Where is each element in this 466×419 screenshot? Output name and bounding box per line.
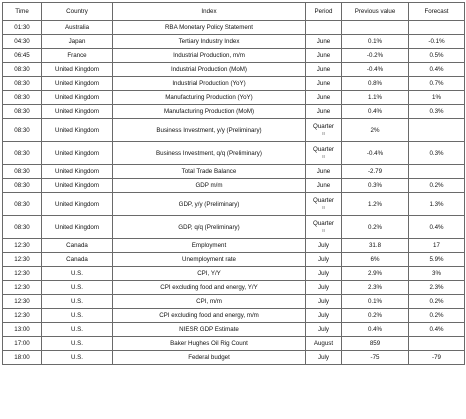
cell-index: GDP, y/y (Preliminary)	[113, 193, 306, 216]
table-row	[3, 239, 465, 253]
cell-country: United Kingdom	[42, 179, 113, 193]
cell-period	[306, 119, 342, 142]
cell-country: U.S.	[42, 281, 113, 295]
cell-period: July	[306, 309, 342, 323]
cell-period: June	[306, 49, 342, 63]
cell-country: United Kingdom	[42, 77, 113, 91]
cell-forecast: 0.3%	[409, 142, 465, 165]
cell-index: CPI excluding food and energy, Y/Y	[113, 281, 306, 295]
cell-country: United Kingdom	[42, 91, 113, 105]
cell-previous-value: 0.2%	[342, 216, 409, 239]
cell-forecast	[409, 119, 465, 142]
cell-previous-value: 0.4%	[342, 323, 409, 337]
table-row	[3, 142, 465, 165]
cell-index: RBA Monetary Policy Statement	[113, 21, 306, 35]
table-row	[3, 323, 465, 337]
cell-time: 12:30	[3, 281, 42, 295]
cell-country: Japan	[42, 35, 113, 49]
cell-country: United Kingdom	[42, 193, 113, 216]
cell-time: 08:30	[3, 165, 42, 179]
cell-time: 08:30	[3, 119, 42, 142]
table-header-row	[3, 3, 465, 21]
table-row	[3, 309, 465, 323]
table-row	[3, 295, 465, 309]
cell-index: Employment	[113, 239, 306, 253]
cell-index: NIESR GDP Estimate	[113, 323, 306, 337]
cell-time: 17:00	[3, 337, 42, 351]
cell-country: U.S.	[42, 337, 113, 351]
cell-period	[306, 21, 342, 35]
table-row	[3, 63, 465, 77]
cell-country: U.S.	[42, 351, 113, 365]
cell-forecast	[409, 165, 465, 179]
cell-country: U.S.	[42, 295, 113, 309]
cell-period	[306, 193, 342, 216]
cell-period: June	[306, 105, 342, 119]
period-quarter-number: II	[322, 228, 325, 233]
cell-previous-value: -0.4%	[342, 142, 409, 165]
cell-time: 01:30	[3, 21, 42, 35]
table-row	[3, 77, 465, 91]
cell-previous-value: 0.2%	[342, 309, 409, 323]
cell-forecast: -79	[409, 351, 465, 365]
cell-country: France	[42, 49, 113, 63]
table-row	[3, 281, 465, 295]
cell-previous-value: 0.3%	[342, 179, 409, 193]
cell-country: Canada	[42, 253, 113, 267]
cell-time: 06:45	[3, 49, 42, 63]
cell-period: July	[306, 281, 342, 295]
cell-index: Unemployment rate	[113, 253, 306, 267]
cell-period: June	[306, 165, 342, 179]
cell-index: GDP m/m	[113, 179, 306, 193]
table-row	[3, 35, 465, 49]
cell-period: July	[306, 295, 342, 309]
cell-previous-value: -0.4%	[342, 63, 409, 77]
cell-index: CPI, m/m	[113, 295, 306, 309]
cell-time: 08:30	[3, 77, 42, 91]
cell-index: Manufacturing Production (YoY)	[113, 91, 306, 105]
cell-forecast: 0.2%	[409, 295, 465, 309]
cell-index: Baker Hughes Oil Rig Count	[113, 337, 306, 351]
cell-time: 08:30	[3, 63, 42, 77]
table-row	[3, 105, 465, 119]
cell-country: United Kingdom	[42, 165, 113, 179]
cell-time: 12:30	[3, 239, 42, 253]
period-label: Quarter	[313, 146, 334, 153]
period-quarter-number: II	[322, 154, 325, 159]
period-quarter-number: II	[322, 131, 325, 136]
cell-index: Industrial Production (MoM)	[113, 63, 306, 77]
cell-previous-value: 0.4%	[342, 105, 409, 119]
cell-time: 12:30	[3, 267, 42, 281]
cell-time: 08:30	[3, 179, 42, 193]
table-row	[3, 49, 465, 63]
cell-previous-value: 31.8	[342, 239, 409, 253]
cell-period: June	[306, 63, 342, 77]
cell-forecast: 2.3%	[409, 281, 465, 295]
table-row	[3, 267, 465, 281]
table-row	[3, 193, 465, 216]
cell-forecast: 3%	[409, 267, 465, 281]
period-label: Quarter	[313, 220, 334, 227]
period-label: Quarter	[313, 197, 334, 204]
cell-country: United Kingdom	[42, 216, 113, 239]
cell-previous-value: -0.2%	[342, 49, 409, 63]
cell-period	[306, 216, 342, 239]
cell-time: 12:30	[3, 309, 42, 323]
cell-period: June	[306, 179, 342, 193]
header-time: Time	[3, 3, 42, 21]
header-country: Country	[42, 3, 113, 21]
table-row	[3, 351, 465, 365]
cell-previous-value: 0.1%	[342, 35, 409, 49]
table-row	[3, 21, 465, 35]
header-period: Period	[306, 3, 342, 21]
cell-period: August	[306, 337, 342, 351]
cell-time: 12:30	[3, 253, 42, 267]
cell-period: July	[306, 267, 342, 281]
cell-time: 04:30	[3, 35, 42, 49]
cell-index: Business Investment, q/q (Preliminary)	[113, 142, 306, 165]
cell-previous-value	[342, 21, 409, 35]
cell-previous-value: -75	[342, 351, 409, 365]
cell-previous-value: 6%	[342, 253, 409, 267]
table-row	[3, 179, 465, 193]
cell-previous-value: 0.8%	[342, 77, 409, 91]
cell-previous-value: 859	[342, 337, 409, 351]
header-previous-value: Previous value	[342, 3, 409, 21]
cell-period: July	[306, 253, 342, 267]
header-forecast: Forecast	[409, 3, 465, 21]
cell-index: CPI excluding food and energy, m/m	[113, 309, 306, 323]
table-row	[3, 337, 465, 351]
table-row	[3, 253, 465, 267]
cell-index: Total Trade Balance	[113, 165, 306, 179]
cell-time: 08:30	[3, 91, 42, 105]
cell-country: United Kingdom	[42, 105, 113, 119]
cell-country: U.S.	[42, 309, 113, 323]
cell-forecast: 0.7%	[409, 77, 465, 91]
cell-previous-value: -2.79	[342, 165, 409, 179]
table-row	[3, 91, 465, 105]
cell-period: June	[306, 91, 342, 105]
cell-forecast: 0.4%	[409, 323, 465, 337]
cell-index: Industrial Production (YoY)	[113, 77, 306, 91]
cell-previous-value: 1.2%	[342, 193, 409, 216]
cell-time: 18:00	[3, 351, 42, 365]
cell-forecast	[409, 21, 465, 35]
cell-index: Tertiary Industry Index	[113, 35, 306, 49]
cell-previous-value: 2.9%	[342, 267, 409, 281]
cell-country: U.S.	[42, 323, 113, 337]
cell-previous-value: 2.3%	[342, 281, 409, 295]
cell-index: Manufacturing Production (MoM)	[113, 105, 306, 119]
cell-time: 08:30	[3, 142, 42, 165]
cell-forecast: 1%	[409, 91, 465, 105]
cell-country: U.S.	[42, 267, 113, 281]
cell-forecast: 0.3%	[409, 105, 465, 119]
cell-index: CPI, Y/Y	[113, 267, 306, 281]
cell-country: Canada	[42, 239, 113, 253]
cell-forecast: 17	[409, 239, 465, 253]
economic-calendar-table	[2, 2, 465, 365]
cell-time: 08:30	[3, 105, 42, 119]
table-row	[3, 119, 465, 142]
cell-forecast: 0.2%	[409, 309, 465, 323]
cell-country: United Kingdom	[42, 119, 113, 142]
period-quarter-number: II	[322, 205, 325, 210]
cell-index: Industrial Production, m/m	[113, 49, 306, 63]
header-index: Index	[113, 3, 306, 21]
cell-period: July	[306, 239, 342, 253]
table-row	[3, 216, 465, 239]
cell-forecast	[409, 337, 465, 351]
table-row	[3, 165, 465, 179]
cell-time: 08:30	[3, 216, 42, 239]
cell-forecast: -0.1%	[409, 35, 465, 49]
cell-country: United Kingdom	[42, 142, 113, 165]
cell-country: Australia	[42, 21, 113, 35]
cell-period	[306, 142, 342, 165]
cell-forecast: 0.4%	[409, 63, 465, 77]
cell-period: July	[306, 351, 342, 365]
cell-previous-value: 2%	[342, 119, 409, 142]
cell-index: Federal budget	[113, 351, 306, 365]
cell-previous-value: 0.1%	[342, 295, 409, 309]
cell-time: 08:30	[3, 193, 42, 216]
cell-country: United Kingdom	[42, 63, 113, 77]
cell-period: June	[306, 77, 342, 91]
cell-previous-value: 1.1%	[342, 91, 409, 105]
cell-period: June	[306, 35, 342, 49]
cell-period: July	[306, 323, 342, 337]
cell-index: GDP, q/q (Preliminary)	[113, 216, 306, 239]
period-label: Quarter	[313, 123, 334, 130]
cell-forecast: 0.5%	[409, 49, 465, 63]
cell-forecast: 0.2%	[409, 179, 465, 193]
cell-time: 13:00	[3, 323, 42, 337]
cell-time: 12:30	[3, 295, 42, 309]
cell-index: Business Investment, y/y (Preliminary)	[113, 119, 306, 142]
cell-forecast: 5.9%	[409, 253, 465, 267]
cell-forecast: 1.3%	[409, 193, 465, 216]
cell-forecast: 0.4%	[409, 216, 465, 239]
table-body	[3, 21, 465, 365]
